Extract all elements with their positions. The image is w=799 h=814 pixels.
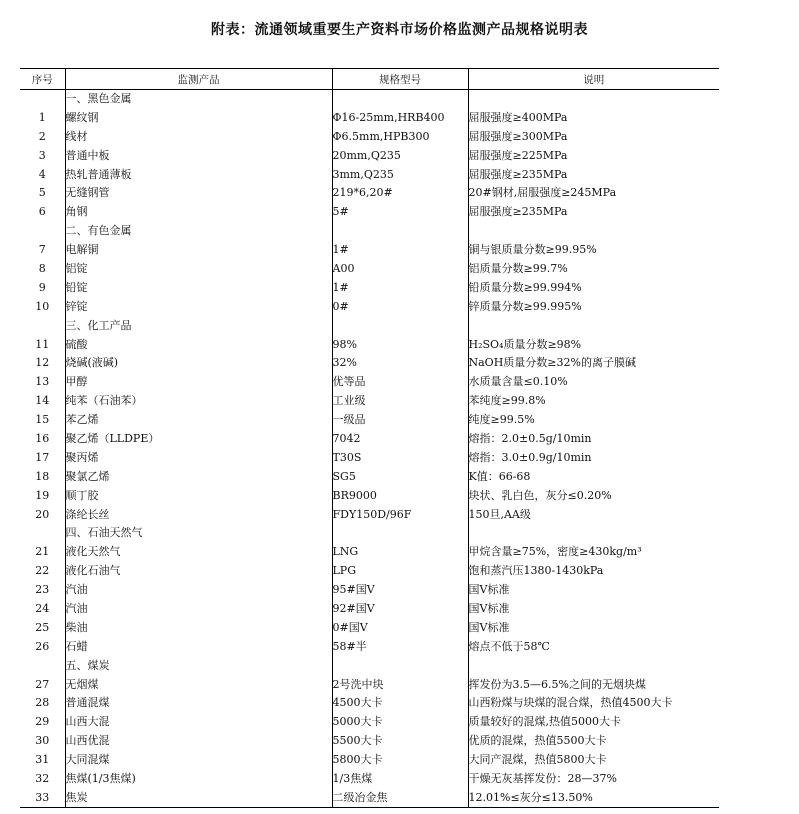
cell-no (20, 90, 65, 109)
cell-no: 33 (20, 788, 65, 807)
category-row (20, 524, 719, 543)
table-body (20, 90, 719, 808)
cell-desc: 屈服强度≥235MPa (468, 165, 719, 184)
table-row (20, 543, 719, 562)
table-row (20, 600, 719, 619)
cell-product: 山西大混 (65, 713, 332, 732)
cell-no: 22 (35, 564, 50, 578)
cell-product: 锌锭 (65, 297, 332, 316)
cell-category: 二、有色金属 (65, 222, 332, 241)
category-row (20, 316, 719, 335)
cell-desc: K值：66-68 (468, 467, 719, 486)
cell-product: 汽油 (65, 600, 332, 619)
cell-desc: 国Ⅴ标准 (468, 581, 719, 600)
cell-desc: 块状、乳白色，灰分≤0.20% (468, 486, 719, 505)
cell-product: 烧碱(液碱) (65, 354, 332, 373)
table-row (20, 732, 719, 751)
table-row (20, 278, 719, 297)
cell-desc: 纯度≥99.5% (468, 411, 719, 430)
table-row (20, 146, 719, 165)
cell-spec: 0#国Ⅴ (332, 618, 468, 637)
cell-no: 23 (35, 583, 50, 597)
cell-desc (468, 90, 719, 109)
cell-product: 聚氯乙烯 (65, 467, 332, 486)
cell-desc (468, 524, 719, 543)
cell-desc: 大同产混煤，热值5800大卡 (468, 751, 719, 770)
cell-spec: 5000大卡 (332, 713, 468, 732)
cell-no: 6 (38, 205, 46, 219)
cell-product: 无烟煤 (65, 675, 332, 694)
table-row (20, 297, 719, 316)
cell-spec (332, 656, 468, 675)
cell-desc: 锌质量分数≥99.995% (468, 297, 719, 316)
cell-desc: 熔指：3.0±0.9g/10min (468, 448, 719, 467)
cell-desc: 屈服强度≥235MPa (468, 203, 719, 222)
cell-category: 五、煤炭 (65, 656, 332, 675)
table-row (20, 411, 719, 430)
cell-desc: 铅质量分数≥99.994% (468, 278, 719, 297)
cell-product: 甲醇 (65, 373, 332, 392)
cell-desc: 铝质量分数≥99.7% (468, 260, 719, 279)
cell-no: 20 (35, 507, 50, 521)
table-row (20, 430, 719, 449)
cell-product: 热轧普通薄板 (65, 165, 332, 184)
cell-no (20, 222, 65, 241)
table-row (20, 260, 719, 279)
header-spec: 规格型号 (332, 69, 468, 90)
cell-no: 24 (35, 601, 50, 615)
cell-spec: 95#国Ⅴ (332, 581, 468, 600)
cell-product: 线材 (65, 127, 332, 146)
table-row (20, 392, 719, 411)
table-row (20, 751, 719, 770)
cell-no: 2 (38, 129, 46, 143)
cell-product: 苯乙烯 (65, 411, 332, 430)
cell-desc (468, 222, 719, 241)
cell-desc: 甲烷含量≥75%，密度≥430kg/m³ (468, 543, 719, 562)
cell-spec: LPG (332, 562, 468, 581)
cell-desc: 饱和蒸汽压1380-1430kPa (468, 562, 719, 581)
cell-no: 14 (35, 394, 50, 408)
table-row (20, 203, 719, 222)
table-row (20, 354, 719, 373)
cell-spec (332, 524, 468, 543)
cell-category: 四、石油天然气 (65, 524, 332, 543)
cell-spec: 32% (332, 354, 468, 373)
cell-spec: 98% (332, 335, 468, 354)
cell-product: 柴油 (65, 618, 332, 637)
cell-desc: 优质的混煤，热值5500大卡 (468, 732, 719, 751)
cell-desc: 铜与银质量分数≥99.95% (468, 241, 719, 260)
cell-spec: 优等品 (332, 373, 468, 392)
cell-no: 12 (35, 356, 50, 370)
cell-desc: 国Ⅴ标准 (468, 618, 719, 637)
cell-spec: Φ16-25mm,HRB400 (332, 108, 468, 127)
cell-spec: 工业级 (332, 392, 468, 411)
cell-no: 32 (35, 772, 50, 785)
cell-product: 顺丁胶 (65, 486, 332, 505)
cell-product: 涤纶长丝 (65, 505, 332, 524)
cell-product: 铝锭 (65, 260, 332, 279)
cell-spec: 4500大卡 (332, 694, 468, 713)
cell-no: 4 (38, 167, 46, 181)
cell-spec (332, 316, 468, 335)
cell-no: 3 (38, 148, 46, 162)
category-row (20, 222, 719, 241)
cell-product: 纯苯（石油苯） (65, 392, 332, 411)
cell-desc: 苯纯度≥99.8% (468, 392, 719, 411)
table-row (20, 694, 719, 713)
cell-no: 30 (35, 734, 50, 748)
cell-product: 聚丙烯 (65, 448, 332, 467)
cell-product: 焦炭 (65, 788, 332, 807)
cell-desc (468, 316, 719, 335)
cell-spec: 5500大卡 (332, 732, 468, 751)
cell-spec: A00 (332, 260, 468, 279)
table-row (20, 618, 719, 637)
table-row (20, 335, 719, 354)
cell-spec: 二级冶金焦 (332, 788, 468, 807)
cell-no: 9 (38, 280, 46, 294)
cell-product: 硫酸 (65, 335, 332, 354)
category-row (20, 656, 719, 675)
cell-desc: 屈服强度≥400MPa (468, 108, 719, 127)
cell-no: 10 (35, 299, 50, 313)
cell-product: 电解铜 (65, 241, 332, 260)
cell-desc: 熔点不低于58℃ (468, 637, 719, 656)
cell-no: 17 (35, 450, 50, 464)
cell-no: 28 (35, 696, 50, 710)
cell-no: 15 (35, 413, 50, 427)
table-row (20, 770, 719, 789)
cell-no (20, 316, 65, 335)
cell-spec: 1# (332, 278, 468, 297)
table-row (20, 108, 719, 127)
cell-no: 19 (35, 488, 50, 502)
cell-desc: 屈服强度≥300MPa (468, 127, 719, 146)
cell-desc: 屈服强度≥225MPa (468, 146, 719, 165)
cell-spec: BR9000 (332, 486, 468, 505)
cell-desc: H₂SO₄质量分数≥98% (468, 335, 719, 354)
cell-product: 螺纹钢 (65, 108, 332, 127)
spec-table (20, 68, 719, 808)
table-row (20, 637, 719, 656)
cell-spec: FDY150D/96F (332, 505, 468, 524)
cell-product: 液化天然气 (65, 543, 332, 562)
cell-product: 聚乙烯（LLDPE） (65, 430, 332, 449)
cell-product: 无缝钢管 (65, 184, 332, 203)
cell-desc: 挥发份为3.5—6.5%之间的无烟块煤 (468, 675, 719, 694)
cell-spec: 7042 (332, 430, 468, 449)
cell-spec: 5# (332, 203, 468, 222)
cell-no: 5 (38, 186, 46, 200)
cell-no: 26 (35, 639, 50, 653)
cell-category: 三、化工产品 (65, 316, 332, 335)
cell-spec: 92#国Ⅴ (332, 600, 468, 619)
cell-desc: 20#钢材,屈服强度≥245MPa (468, 184, 719, 203)
cell-no: 11 (35, 337, 50, 351)
header-no: 序号 (20, 69, 65, 90)
category-row (20, 90, 719, 109)
cell-product: 汽油 (65, 581, 332, 600)
cell-no: 13 (35, 375, 50, 389)
cell-no: 18 (35, 469, 50, 483)
table-row (20, 373, 719, 392)
cell-desc: 国Ⅴ标准 (468, 600, 719, 619)
cell-spec: 3mm,Q235 (332, 165, 468, 184)
cell-product: 铅锭 (65, 278, 332, 297)
cell-no (20, 524, 65, 543)
cell-no: 16 (35, 431, 50, 445)
cell-no: 25 (35, 620, 50, 634)
cell-no: 31 (35, 753, 50, 767)
cell-product: 大同混煤 (65, 751, 332, 770)
header-product: 监测产品 (65, 69, 332, 90)
cell-spec: 1/3焦煤 (332, 770, 468, 789)
cell-spec: 20mm,Q235 (332, 146, 468, 165)
table-row (20, 467, 719, 486)
cell-no: 7 (38, 243, 46, 257)
header-desc: 说明 (468, 69, 719, 90)
cell-no: 8 (38, 261, 46, 275)
cell-product: 石蜡 (65, 637, 332, 656)
cell-product: 液化石油气 (65, 562, 332, 581)
table-row (20, 127, 719, 146)
cell-desc: 质量较好的混煤,热值5000大卡 (468, 713, 719, 732)
table-row (20, 448, 719, 467)
cell-desc: 150旦,AA级 (468, 505, 719, 524)
table-row (20, 165, 719, 184)
cell-spec: 2号洗中块 (332, 675, 468, 694)
cell-spec: LNG (332, 543, 468, 562)
table-row (20, 562, 719, 581)
table-row (20, 486, 719, 505)
cell-product: 焦煤(1/3焦煤) (65, 770, 332, 789)
cell-spec (332, 90, 468, 109)
table-row (20, 713, 719, 732)
cell-category: 一、黑色金属 (65, 90, 332, 109)
table-row (20, 675, 719, 694)
table-header (20, 69, 719, 90)
cell-spec: 5800大卡 (332, 751, 468, 770)
cell-no: 1 (38, 110, 46, 124)
cell-desc (468, 656, 719, 675)
cell-spec: T30S (332, 448, 468, 467)
cell-spec: Φ6.5mm,HPB300 (332, 127, 468, 146)
cell-desc: 12.01%≤灰分≤13.50% (468, 788, 719, 807)
cell-no: 27 (35, 677, 50, 691)
cell-no: 29 (35, 715, 50, 729)
cell-no (20, 656, 65, 675)
page-title: 附表：流通领域重要生产资料市场价格监测产品规格说明表 (211, 22, 588, 38)
cell-no: 21 (35, 545, 50, 559)
cell-product: 普通中板 (65, 146, 332, 165)
table-row (20, 788, 719, 807)
cell-product: 角钢 (65, 203, 332, 222)
cell-spec: 219*6,20# (332, 184, 468, 203)
cell-desc: 干燥无灰基挥发份：28—37% (468, 770, 719, 789)
table-row (20, 581, 719, 600)
cell-product: 山西优混 (65, 732, 332, 751)
cell-spec: SG5 (332, 467, 468, 486)
table-row (20, 184, 719, 203)
table-row (20, 241, 719, 260)
cell-spec: 一级品 (332, 411, 468, 430)
cell-spec: 1# (332, 241, 468, 260)
table-row (20, 505, 719, 524)
cell-desc: 山西粉煤与块煤的混合煤，热值4500大卡 (468, 694, 719, 713)
cell-desc: 熔指：2.0±0.5g/10min (468, 430, 719, 449)
cell-desc: NaOH质量分数≥32%的离子膜碱 (468, 354, 719, 373)
cell-spec: 58#半 (332, 637, 468, 656)
cell-spec (332, 222, 468, 241)
cell-desc: 水质量含量≤0.10% (468, 373, 719, 392)
cell-product: 普通混煤 (65, 694, 332, 713)
cell-spec: 0# (332, 297, 468, 316)
